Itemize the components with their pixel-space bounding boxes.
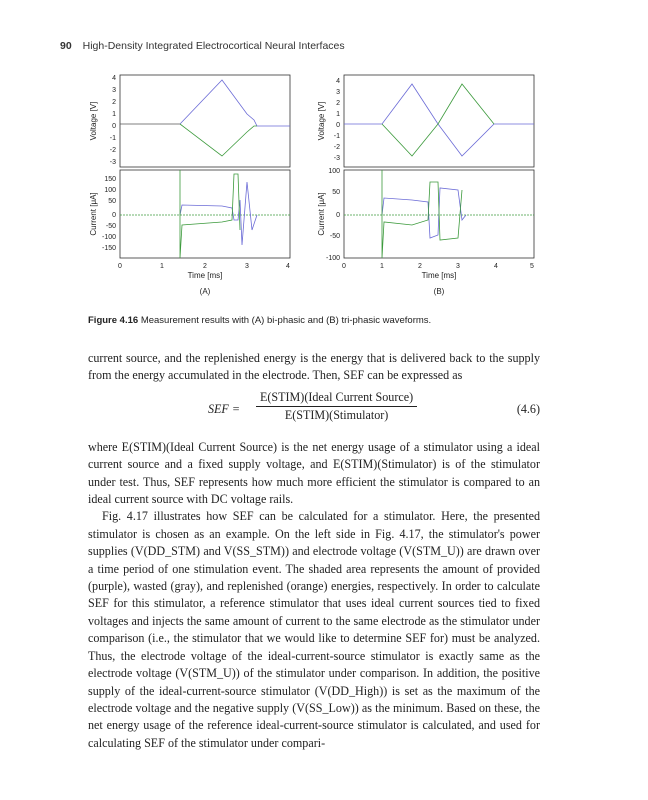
tick: 2 [112,99,116,106]
panel-b-current-trace-1 [382,188,466,238]
panel-a-xlabel: Time [ms] [187,271,223,280]
tick: 2 [418,263,422,270]
figure-4-16 [82,70,552,315]
panel-a-voltage-negative-trace [180,124,257,156]
tick: 2 [336,100,340,107]
tick: 1 [336,111,340,118]
tick: -100 [325,255,340,262]
tick: -1 [333,133,340,140]
panel-a-voltage-ylabel: Voltage [V] [89,101,98,141]
equation-4-6 [88,389,540,433]
equation-lhs: SEF = [208,401,241,416]
tick: 50 [108,198,116,205]
panel-a-current-frame [120,170,290,258]
tick: 150 [104,176,116,183]
tick: 0 [118,263,122,270]
panel-a-current-ticks [102,176,116,252]
panel-b-current-ylabel: Current [μA] [317,192,326,236]
panel-b-x-ticks [342,263,534,270]
tick: -1 [109,135,116,142]
caption-text: Measurement results with (A) bi-phasic and (B) tri-phasic waveforms. [140,315,432,326]
equation-number: (4.6) [516,401,540,416]
panel-b-current-plot [317,168,534,296]
panel-a-current-ylabel: Current [μA] [89,192,98,236]
panel-b-voltage-ylabel: Voltage [V] [317,101,326,141]
tick: 4 [336,78,340,85]
caption-label: Figure 4.16 [88,315,139,326]
panel-b-voltage-frame [344,75,534,167]
panel-b-current-ticks [326,168,340,262]
tick: 1 [380,263,384,270]
tick: -2 [109,147,116,154]
panel-b-voltage-plot [317,75,534,167]
tick: 100 [328,168,340,175]
tick: 0 [342,263,346,270]
panel-a-current-trace-2 [180,170,240,258]
panel-a-label: (A) [199,287,211,296]
panel-b-label: (B) [433,287,445,296]
panel-a-x-ticks [118,263,290,270]
tick: 2 [203,263,207,270]
tick: 0 [336,212,340,219]
panel-a-voltage-ticks [110,75,116,166]
paragraph-2: where E(STIM)(Ideal Current Source) is the net energy usage of a stimulator using a ideal current source and a fixed supply voltage, and E(STIM)(Stimulator) is of the stimulator under test. Thus, SEF represents how much more efficient the stimulator is compared to an ideal current source with DC voltage rails. [88,439,540,507]
panel-a-voltage-frame [120,75,290,167]
tick: 0 [112,212,116,219]
tick: 3 [112,87,116,94]
tick: 1 [112,111,116,118]
tick: 0 [112,123,116,130]
tick: 50 [332,189,340,196]
figure-caption [88,315,431,326]
panel-b-xlabel: Time [ms] [421,271,457,280]
paragraph-3: Fig. 4.17 illustrates how SEF can be calculated for a stimulator. Here, the presented stimulator is chosen as an example. On the left side in Fig. 4.17, the stimulator's power supplies (V(DD_STM) and V(SS_STM)) and electrode voltage (V(STM_U)) are drawn over a time period of one stimulation event. The shaded area represents the amount of provided (purple), wasted (gray), and replenished (orange) energies, respectively. In order to calculate SEF for this stimulator, a reference stimulator that uses ideal current sources tied to fixed voltages and injects the same amount of current to the same electrode as the stimulator under comparison (i.e., the stimulator that we would like to determine SEF for) must be analyzed. Thus, the electrode voltage of the ideal-current-source stimulator is exactly same as the electrode voltage (V(STM_U)) of the stimulator under comparison. In addition, the positive supply of the ideal-current-source stimulator (V(DD_High)) is set as the maximum of the electrode voltage and the negative supply (V(SS_Low)) as the minimum. Based on these, the net energy usage of the reference ideal-current-source stimulator is calculated, and used for calculating SEF of the stimulator under compari- [88,509,540,750]
panel-a-voltage-plot [89,75,290,167]
tick: -2 [333,144,340,151]
equation-fraction [256,389,417,425]
tick: 4 [494,263,498,270]
panel-a-current-plot [89,170,290,296]
panel-b-current-trace-2 [382,170,462,258]
body-text [88,350,540,752]
equation-numerator: E(STIM)(Ideal Current Source) [256,389,417,407]
panel-b-voltage-ticks [334,78,340,162]
tick: -150 [101,245,116,252]
tick: 3 [245,263,249,270]
panel-a-current-trace-1 [180,182,257,245]
tick: 5 [530,263,534,270]
figure-plots [82,70,552,315]
tick: 1 [160,263,164,270]
tick: 4 [286,263,290,270]
tick: 3 [456,263,460,270]
running-header [60,40,345,52]
tick: 4 [112,75,116,82]
panel-a-voltage-positive-trace [180,80,290,126]
tick: 0 [336,122,340,129]
tick: -3 [333,155,340,162]
paragraph-1: current source, and the replenished energy is the energy that is delivered back to the supply from the energy accumulated in the electrode. Then, SEF can be expressed as [88,351,540,383]
running-title: High-Density Integrated Electrocortical Neural Interfaces [82,40,345,52]
tick: 100 [104,187,116,194]
page-number: 90 [60,40,72,52]
panel-b-voltage-trace-1 [344,84,534,156]
tick: 3 [336,89,340,96]
equation-denominator: E(STIM)(Stimulator) [284,408,389,423]
tick: -3 [109,159,116,166]
tick: -50 [105,223,116,230]
tick: -50 [329,233,340,240]
tick: -100 [101,234,116,241]
panel-b-voltage-trace-2 [382,84,494,156]
